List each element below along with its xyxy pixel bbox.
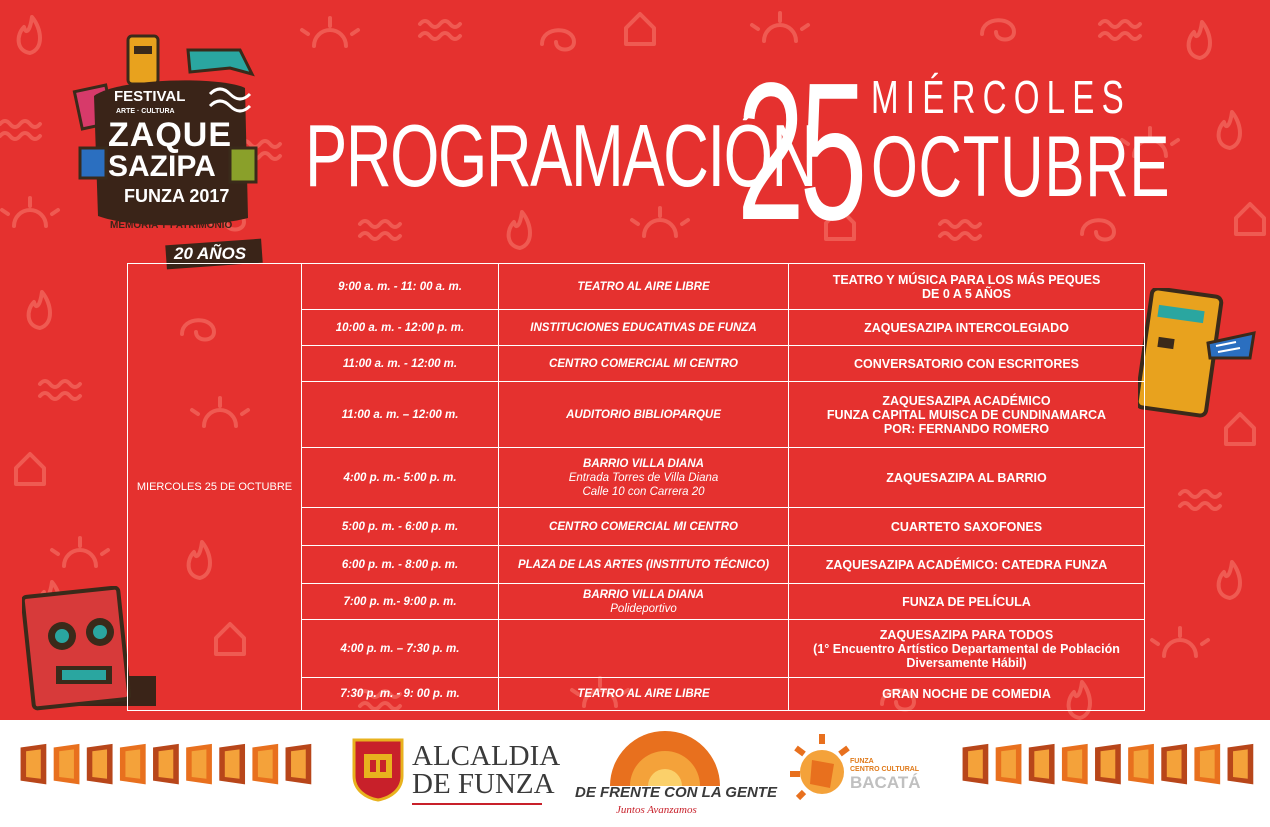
- place-line: PLAZA DE LAS ARTES (INSTITUTO TÉCNICO): [517, 558, 770, 571]
- time-cell: 9:00 a. m. - 11: 00 a. m.: [302, 264, 499, 310]
- logo-zaque: ZAQUE: [108, 116, 232, 154]
- date-cell: MIERCOLES 25 DE OCTUBRE: [128, 264, 302, 711]
- place-line: TEATRO AL AIRE LIBRE: [577, 688, 710, 700]
- alcaldia-logo: [352, 734, 561, 804]
- event-line: GRAN NOCHE DE COMEDIA: [882, 687, 1051, 701]
- bacata-centro: CENTRO CULTURAL: [850, 766, 920, 773]
- event-line: CONVERSATORIO CON ESCRITORES: [853, 356, 1080, 371]
- place-line: CENTRO COMERCIAL MI CENTRO: [549, 520, 738, 533]
- time-cell: 7:00 p. m.- 9:00 p. m.: [302, 584, 499, 620]
- event-line: ZAQUESAZIPA INTERCOLEGIADO: [864, 320, 1069, 335]
- logo-funza: FUNZA 2017: [124, 186, 230, 206]
- time-cell: 4:00 p. m. – 7:30 p. m.: [302, 620, 499, 678]
- mask-right-illustration: [1138, 288, 1258, 423]
- footer-tile-inner: [225, 749, 240, 778]
- footer-tile-inner: [125, 749, 140, 778]
- time-cell: 6:00 p. m. - 8:00 p. m.: [302, 546, 499, 584]
- place-line: TEATRO AL AIRE LIBRE: [577, 280, 710, 293]
- alcaldia-underline: [412, 803, 542, 805]
- de-frente-sun: [570, 726, 760, 786]
- place-cell: [499, 620, 789, 678]
- event-cell: [789, 620, 1145, 678]
- footer-tile-inner: [258, 749, 273, 778]
- schedule-table: [127, 263, 1145, 711]
- place-cell: [499, 264, 789, 310]
- place-cell: [499, 584, 789, 620]
- place-cell: [499, 546, 789, 584]
- event-line: (1° Encuentro Artístico Departamental de Población: [813, 641, 1120, 656]
- time-cell: 11:00 a. m. – 12:00 m.: [302, 382, 499, 448]
- place-cell: [499, 310, 789, 346]
- footer-tile-inner: [1134, 749, 1149, 778]
- time-cell: 10:00 a. m. - 12:00 p. m.: [302, 310, 499, 346]
- event-line: Diversamente Hábil): [906, 655, 1027, 670]
- event-line: DE 0 A 5 AÑOS: [922, 286, 1011, 301]
- logo-memoria: MEMORIA Y PATRIMONIO: [110, 220, 233, 231]
- event-line: FUNZA CAPITAL MUISCA DE CUNDINAMARCA: [826, 407, 1107, 422]
- footer-tile-inner: [1233, 749, 1248, 778]
- footer-tile-inner: [1034, 749, 1049, 778]
- footer-tile-inner: [1067, 749, 1082, 778]
- alcaldia-shield: [352, 736, 404, 802]
- bacata-funza: FUNZA: [850, 758, 874, 765]
- place-line: INSTITUCIONES EDUCATIVAS DE FUNZA: [530, 321, 757, 334]
- place-cell: [499, 346, 789, 382]
- place-line: Calle 10 con Carrera 20: [582, 485, 705, 498]
- bacata-logo: [790, 728, 930, 818]
- event-line: ZAQUESAZIPA ACADÉMICO: [882, 393, 1051, 408]
- place-line: CENTRO COMERCIAL MI CENTRO: [549, 357, 738, 370]
- footer-tile-inner: [59, 749, 74, 778]
- footer-tile-inner: [1167, 749, 1182, 778]
- event-line: TEATRO Y MÚSICA PARA LOS MÁS PEQUES: [832, 272, 1101, 287]
- event-cell: [789, 448, 1145, 508]
- footer-tile-inner: [92, 749, 107, 778]
- time-cell: 11:00 a. m. - 12:00 m.: [302, 346, 499, 382]
- event-cell: [789, 678, 1145, 711]
- place-cell: [499, 382, 789, 448]
- weekday-label: MIÉRCOLES: [871, 71, 1131, 123]
- page-title: PROGRAMACIÓN: [305, 106, 816, 205]
- event-line: FUNZA DE PELÍCULA: [902, 594, 1031, 609]
- schedule-body: [128, 264, 1145, 711]
- event-cell: [789, 346, 1145, 382]
- footer-tile-inner: [291, 749, 306, 778]
- day-number: 25: [737, 42, 863, 261]
- event-cell: [789, 310, 1145, 346]
- event-line: ZAQUESAZIPA PARA TODOS: [879, 627, 1054, 642]
- place-line: Entrada Torres de Villa Diana: [568, 471, 719, 484]
- time-cell: 4:00 p. m.- 5:00 p. m.: [302, 448, 499, 508]
- footer-tile-inner: [192, 749, 207, 778]
- footer-tile-inner: [159, 749, 174, 778]
- bacata-small-text: [850, 758, 919, 774]
- footer-tile-inner: [968, 749, 983, 778]
- logo-arte-cultura: ARTE · CULTURA: [116, 108, 175, 115]
- footer-decoration-right: [942, 742, 1270, 788]
- place-cell: [499, 448, 789, 508]
- logo-anos: 20 AÑOS: [174, 244, 247, 263]
- event-line: ZAQUESAZIPA ACADÉMICO: CATEDRA FUNZA: [825, 557, 1108, 572]
- event-line: POR: FERNANDO ROMERO: [883, 421, 1050, 436]
- month-label: OCTUBRE: [871, 119, 1171, 215]
- event-cell: [789, 264, 1145, 310]
- alcaldia-text: [412, 742, 560, 798]
- footer: [0, 720, 1270, 827]
- event-line: ZAQUESAZIPA AL BARRIO: [886, 470, 1047, 485]
- alcaldia-line1: ALCALDIA: [412, 740, 561, 772]
- footer-tile-inner: [1001, 749, 1016, 778]
- juntos-avanzamos-text: Juntos Avanzamos: [616, 804, 697, 816]
- event-cell: [789, 382, 1145, 448]
- place-cell: [499, 508, 789, 546]
- logo-festival: FESTIVAL: [114, 88, 186, 105]
- place-line: Polideportivo: [610, 602, 677, 615]
- footer-decoration-left: [0, 742, 330, 788]
- de-frente-text: DE FRENTE CON LA GENTE: [575, 784, 777, 801]
- alcaldia-line2: DE FUNZA: [412, 768, 555, 800]
- bacata-name: BACATÁ: [850, 773, 921, 792]
- footer-tile-inner: [1101, 749, 1116, 778]
- time-cell: 7:30 p. m. - 9: 00 p. m.: [302, 678, 499, 711]
- place-cell: [499, 678, 789, 711]
- footer-tile-inner: [26, 749, 41, 778]
- event-cell: [789, 546, 1145, 584]
- header: [305, 42, 1171, 261]
- event-line: CUARTETO SAXOFONES: [890, 519, 1043, 534]
- place-line: BARRIO VILLA DIANA: [583, 588, 704, 601]
- logo-sazipa: SAZIPA: [108, 150, 216, 183]
- event-cell: [789, 508, 1145, 546]
- de-frente-logo: [570, 726, 777, 822]
- event-cell: [789, 584, 1145, 620]
- place-line: AUDITORIO BIBLIOPARQUE: [566, 408, 721, 421]
- footer-tile-inner: [1200, 749, 1215, 778]
- schedule-row: [128, 264, 1145, 310]
- festival-logo: [70, 28, 270, 273]
- place-line: BARRIO VILLA DIANA: [583, 457, 704, 470]
- time-cell: 5:00 p. m. - 6:00 p. m.: [302, 508, 499, 546]
